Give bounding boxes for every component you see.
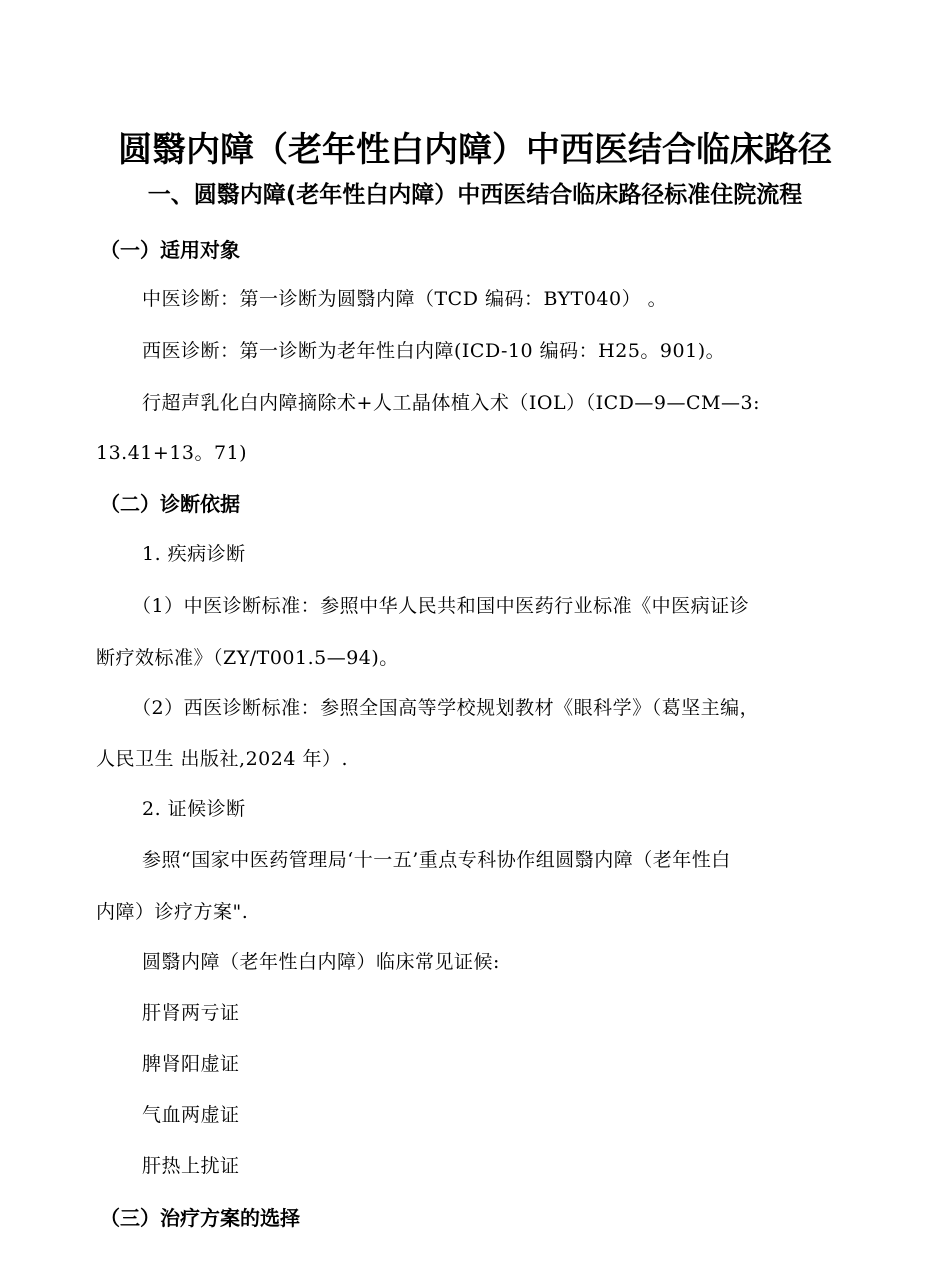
list-item-disease-diagnosis: 1. 疾病诊断	[142, 543, 246, 565]
syndrome-item: 肝肾两亏证	[142, 1002, 240, 1024]
paragraph-western-standard-line1: （2）西医诊断标准：参照全国高等学校规划教材《眼科学》（葛坚主编，	[132, 697, 760, 719]
paragraph-western-standard-line2: 人民卫生 出版社,2024 年）.	[96, 748, 349, 770]
page-subtitle: 一、圆翳内障(老年性白内障）中西医结合临床路径标准住院流程	[147, 182, 803, 208]
syndrome-item: 脾肾阳虚证	[142, 1053, 240, 1075]
section-heading-applicable: （一）适用对象	[100, 238, 240, 262]
paragraph-tcm-diagnosis: 中医诊断：第一诊断为圆翳内障（TCD 编码：BYT040） 。	[142, 288, 668, 310]
syndrome-item: 气血两虚证	[142, 1104, 240, 1126]
paragraph-reference-line2: 内障）诊疗方案".	[96, 901, 249, 923]
paragraph-reference-line1: 参照“国家中医药管理局‘十一五’重点专科协作组圆翳内障（老年性白	[142, 849, 731, 871]
paragraph-western-diagnosis: 西医诊断：第一诊断为老年性白内障(ICD-10 编码：H25。901)。	[142, 340, 726, 362]
list-item-syndrome-diagnosis: 2. 证候诊断	[142, 798, 246, 820]
paragraph-common-syndromes: 圆翳内障（老年性白内障）临床常见证候:	[142, 951, 500, 973]
paragraph-tcm-standard-line2: 断疗效标准》（ZY/T001.5—94)。	[96, 647, 399, 669]
syndrome-item: 肝热上扰证	[142, 1155, 240, 1177]
section-heading-treatment-plan: （三）治疗方案的选择	[100, 1206, 300, 1230]
paragraph-tcm-standard-line1: （1）中医诊断标准：参照中华人民共和国中医药行业标准《中医病证诊	[132, 595, 750, 617]
page-title: 圆翳内障（老年性白内障）中西医结合临床路径	[118, 130, 832, 170]
paragraph-surgery-line1: 行超声乳化白内障摘除术+人工晶体植入术（IOL）（ICD—9—CM—3:	[142, 392, 760, 414]
paragraph-surgery-line2: 13.41+13。71)	[96, 442, 248, 464]
section-heading-diagnosis-basis: （二）诊断依据	[100, 492, 240, 516]
